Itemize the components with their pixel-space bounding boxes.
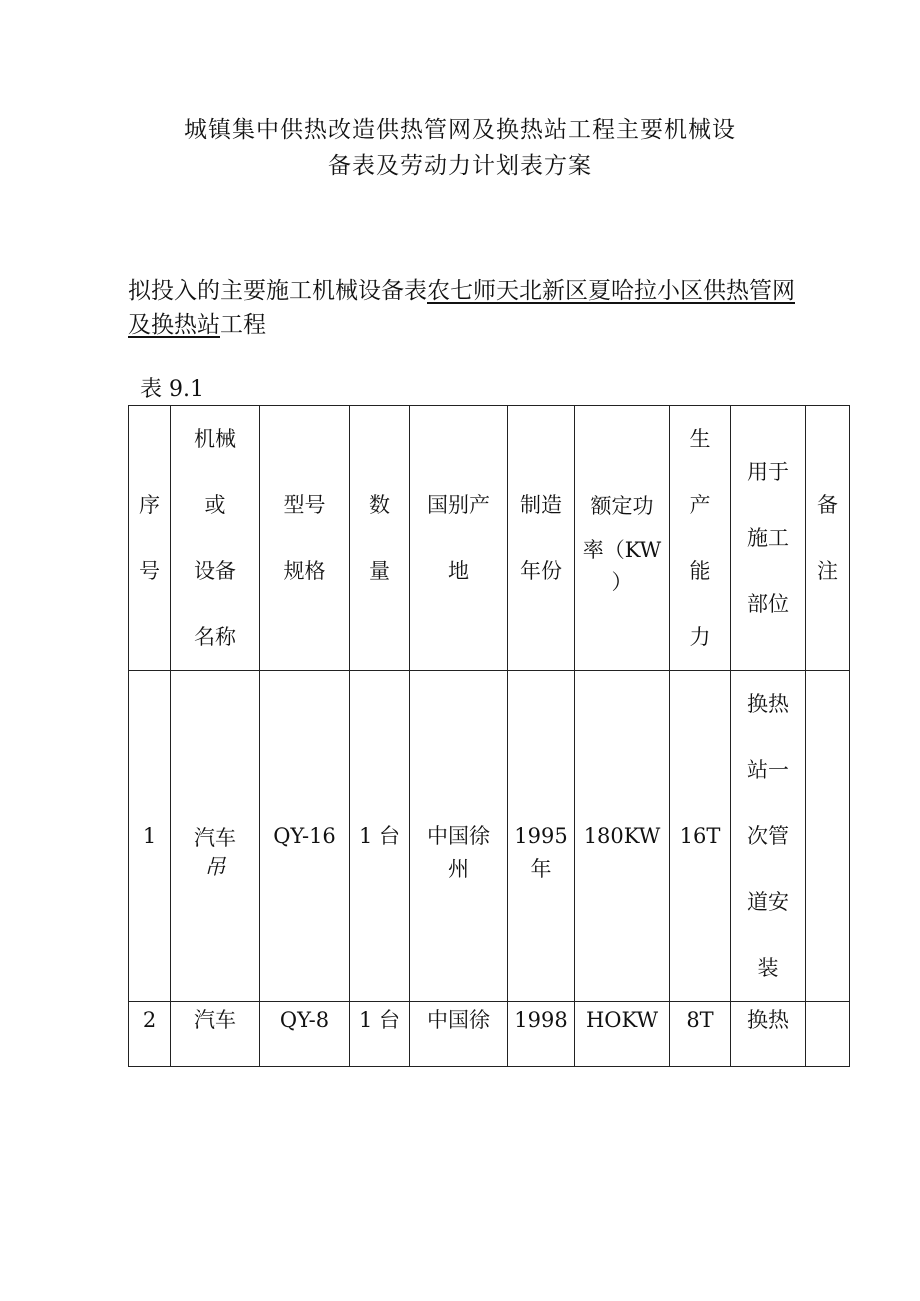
cell-year: 1998 xyxy=(508,1002,575,1067)
project-name-underlined: 农七师天北新区夏哈拉小区供热管网 xyxy=(427,278,795,304)
header-capacity: 生 产 能 力 xyxy=(670,406,731,671)
cell-usage: 换热 站一 次管 道安 装 xyxy=(731,671,806,1002)
cell-rated-power: HOKW xyxy=(575,1002,670,1067)
table-row xyxy=(129,1002,850,1067)
cell-seq: 1 xyxy=(129,671,171,1002)
intro-prefix: 拟投入的主要施工机械设备表 xyxy=(128,278,427,304)
header-origin: 国别产 地 xyxy=(410,406,508,671)
cell-remarks xyxy=(806,671,850,1002)
cell-equipment-name: 汽车 xyxy=(171,1002,260,1067)
cell-capacity: 8T xyxy=(670,1002,731,1067)
cell-model: QY-8 xyxy=(260,1002,350,1067)
cell-remarks xyxy=(806,1002,850,1067)
header-seq: 序 号 xyxy=(129,406,171,671)
header-model: 型号 规格 xyxy=(260,406,350,671)
cell-usage: 换热 xyxy=(731,1002,806,1067)
intro-paragraph xyxy=(128,274,858,342)
table-row xyxy=(129,671,850,1002)
cell-origin: 中国徐 xyxy=(410,1002,508,1067)
header-equipment-name: 机械 或 设备 名称 xyxy=(171,406,260,671)
intro-suffix: 工程 xyxy=(220,312,266,338)
title-line-1: 城镇集中供热改造供热管网及换热站工程主要机械设 xyxy=(184,117,736,143)
header-remarks: 备 注 xyxy=(806,406,850,671)
cell-equipment-name: 汽车 吊 xyxy=(171,671,260,1002)
header-year: 制造 年份 xyxy=(508,406,575,671)
header-rated-power: 额定功 率（KW ） xyxy=(575,406,670,671)
project-name-underlined-cont: 及换热站 xyxy=(128,312,220,338)
cell-quantity: 1 台 xyxy=(350,1002,410,1067)
cell-capacity: 16T xyxy=(670,671,731,1002)
equipment-table xyxy=(128,405,850,1067)
header-quantity: 数 量 xyxy=(350,406,410,671)
cell-quantity: 1 台 xyxy=(350,671,410,1002)
cell-seq: 2 xyxy=(129,1002,171,1067)
cell-year: 1995 年 xyxy=(508,671,575,1002)
cell-model: QY-16 xyxy=(260,671,350,1002)
document-title xyxy=(0,112,920,184)
table-header-row xyxy=(129,406,850,671)
table-caption: 表 9.1 xyxy=(140,377,204,402)
header-usage: 用于 施工 部位 xyxy=(731,406,806,671)
title-line-2: 备表及劳动力计划表方案 xyxy=(328,153,592,179)
cell-rated-power: 180KW xyxy=(575,671,670,1002)
cell-origin: 中国徐 州 xyxy=(410,671,508,1002)
